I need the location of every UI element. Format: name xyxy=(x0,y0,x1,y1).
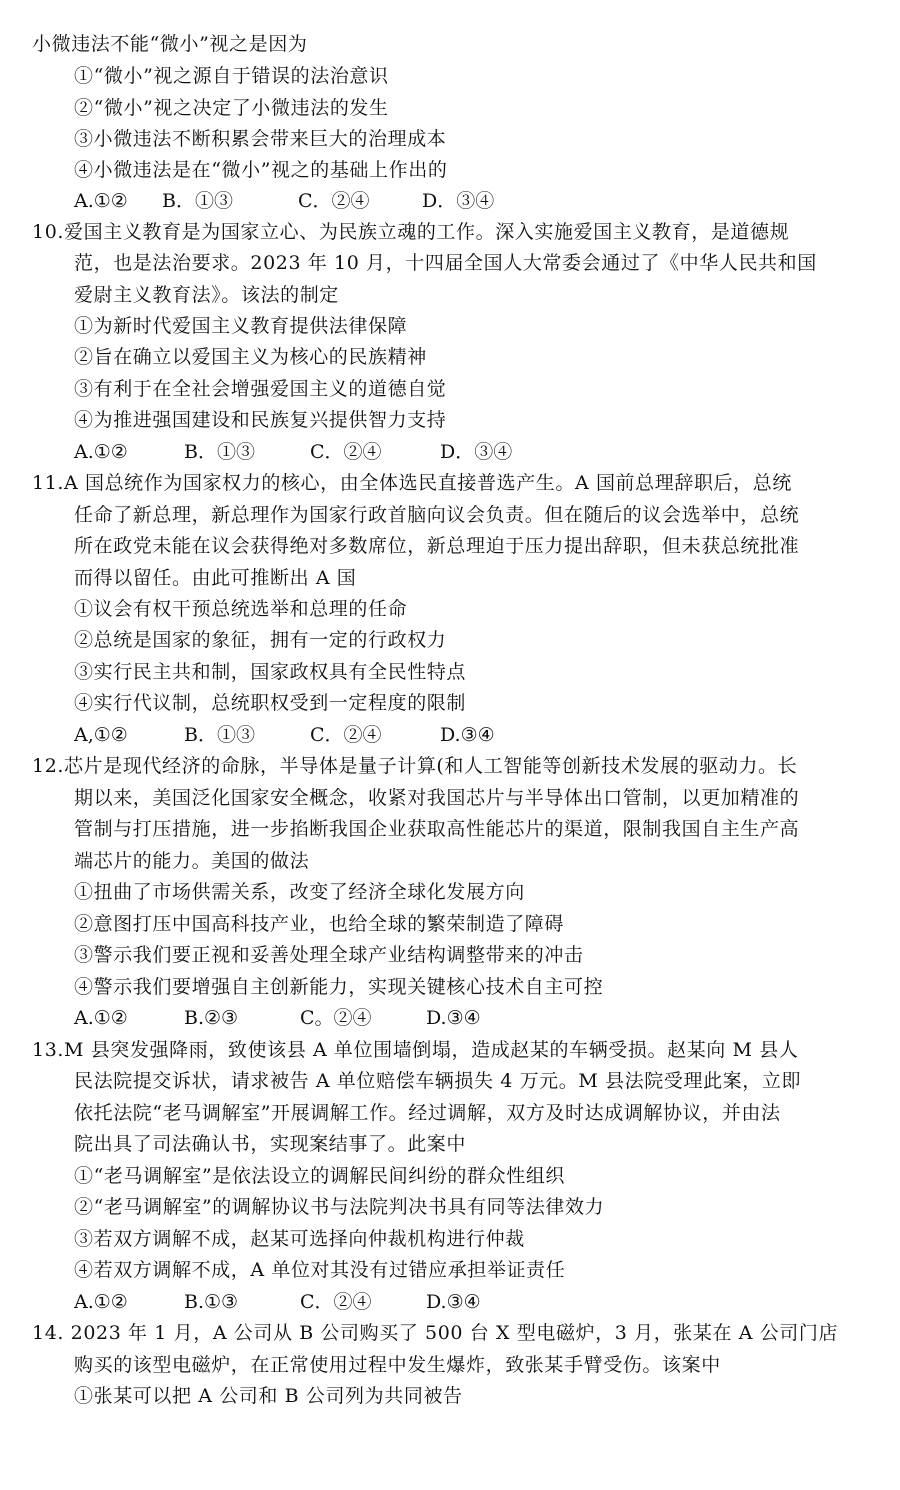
q14-stem-line-2: 购买的该型电磁炉，在正常使用过程中发生爆炸，致张某手臂受伤。该案中 xyxy=(74,1354,721,1376)
q10-option-4: ④为推进强国建设和民族复兴提供智力支持 xyxy=(74,409,447,431)
q9-option-1: ①“微小”视之源自于错误的法治意识 xyxy=(74,65,389,87)
q10-stem-line-3: 爱尉主义教育法》。该法的制定 xyxy=(74,284,339,306)
q11-choice-d: D.③④ xyxy=(440,724,495,746)
q12-stem-line-1: 12.芯片是现代经济的命脉，半导体是量子计算(和人工智能等创新技术发展的驱动力。长 xyxy=(32,755,798,777)
q12-stem-line-2: 期以来，美国泛化国家安全概念，收紧对我国芯片与半导体出口管制，以更加精准的 xyxy=(74,787,800,809)
q12-option-4: ④警示我们要增强自主创新能力，实现关键核心技术自主可控 xyxy=(74,976,604,998)
q10-choice-a: A.①② xyxy=(74,441,128,463)
q11-option-3: ③实行民主共和制，国家政权具有全民性特点 xyxy=(74,661,467,683)
q9-choice-c: C．②④ xyxy=(298,190,370,212)
q10-option-1: ①为新时代爱国主义教育提供法律保障 xyxy=(74,315,408,337)
q14-option-1: ①张某可以把 A 公司和 B 公司列为共同被告 xyxy=(74,1385,463,1407)
q10-choice-c: C．②④ xyxy=(310,441,382,463)
q11-stem-line-3: 所在政党未能在议会获得绝对多数席位，新总理迫于压力提出辞职，但未获总统批准 xyxy=(74,535,800,557)
q9-choice-d: D．③④ xyxy=(422,190,495,212)
q9-option-3: ③小微违法不断积累会带来巨大的治理成本 xyxy=(74,128,447,150)
q9-stem: 小微违法不能“微小”视之是因为 xyxy=(32,33,308,55)
q10-choice-d: D．③④ xyxy=(440,441,513,463)
q10-choice-b: B．①③ xyxy=(184,441,255,463)
q10-stem-line-2: 范，也是法治要求。2023 年 10 月，十四届全国人大常委会通过了《中华人民共和国 xyxy=(74,252,817,274)
q14-stem-line-1: 14. 2023 年 1 月，A 公司从 B 公司购买了 500 台 X 型电磁炉，3 月，张某在 A 公司门店 xyxy=(32,1322,839,1344)
q10-option-2: ②旨在确立以爱国主义为核心的民族精神 xyxy=(74,346,427,368)
q12-stem-line-3: 管制与打压措施，进一步掐断我国企业获取高性能芯片的渠道，限制我国自主生产高 xyxy=(74,818,800,840)
q11-choice-a: A,①② xyxy=(74,724,128,746)
q9-choice-b: B．①③ xyxy=(162,190,233,212)
q12-option-2: ②意图打压中国高科技产业，也给全球的繁荣制造了障碍 xyxy=(74,913,565,935)
q12-stem-line-4: 端芯片的能力。美国的做法 xyxy=(74,850,310,872)
q11-choice-b: B．①③ xyxy=(184,724,255,746)
q13-choice-a: A.①② xyxy=(74,1291,128,1313)
q12-option-1: ①扭曲了市场供需关系，改变了经济全球化发展方向 xyxy=(74,881,525,903)
q13-option-3: ③若双方调解不成，赵某可选择向仲裁机构进行仲裁 xyxy=(74,1228,525,1250)
q13-choice-d: D.③④ xyxy=(426,1291,481,1313)
q10-stem-line-1: 10.爱国主义教育是为国家立心、为民族立魂的工作。深入实施爱国主义教育，是道德规 xyxy=(32,221,790,243)
q11-option-1: ①议会有权干预总统选举和总理的任命 xyxy=(74,598,408,620)
q13-stem-line-4: 院出具了司法确认书，实现案结事了。此案中 xyxy=(74,1133,467,1155)
q12-option-3: ③警示我们要正视和妥善处理全球产业结构调整带来的冲击 xyxy=(74,944,584,966)
q13-option-2: ②“老马调解室”的调解协议书与法院判决书具有同等法律效力 xyxy=(74,1196,605,1218)
q11-stem-line-2: 任命了新总理，新总理作为国家行政首脑向议会负责。但在随后的议会选举中，总统 xyxy=(74,504,800,526)
q11-option-2: ②总统是国家的象征，拥有一定的行政权力 xyxy=(74,629,447,651)
q9-option-4: ④小微违法是在“微小”视之的基础上作出的 xyxy=(74,159,448,181)
q13-choice-c: C．②④ xyxy=(300,1291,372,1313)
q10-option-3: ③有利于在全社会增强爱国主义的道德自觉 xyxy=(74,378,447,400)
q9-choice-a: A.①② xyxy=(74,190,128,212)
q13-stem-line-2: 民法院提交诉状，请求被告 A 单位赔偿车辆损失 4 万元。M 县法院受理此案，立即 xyxy=(74,1070,802,1092)
q13-option-4: ④若双方调解不成，A 单位对其没有过错应承担举证责任 xyxy=(74,1259,566,1281)
q9-option-2: ②“微小”视之决定了小微违法的发生 xyxy=(74,97,389,119)
q11-option-4: ④实行代议制，总统职权受到一定程度的限制 xyxy=(74,692,467,714)
q11-stem-line-4: 而得以留任。由此可推断出 A 国 xyxy=(74,567,357,589)
q13-choice-b: B.①③ xyxy=(184,1291,239,1313)
q13-stem-line-3: 依托法院“老马调解室”开展调解工作。经过调解，双方及时达成调解协议，并由法 xyxy=(74,1102,781,1124)
q13-option-1: ①“老马调解室”是依法设立的调解民间纠纷的群众性组织 xyxy=(74,1165,566,1187)
q11-choice-c: C．②④ xyxy=(310,724,382,746)
q11-stem-line-1: 11.A 国总统作为国家权力的核心，由全体选民直接普选产生。A 国前总理辞职后，总统 xyxy=(32,472,792,494)
q12-choice-a: A.①② xyxy=(74,1007,128,1029)
q12-choice-b: B.②③ xyxy=(184,1007,239,1029)
q12-choice-c: C。②④ xyxy=(300,1007,372,1029)
q13-stem-line-1: 13.M 县突发强降雨，致使该县 A 单位围墙倒塌，造成赵某的车辆受损。赵某向 M 县人 xyxy=(32,1039,799,1061)
q12-choice-d: D.③④ xyxy=(426,1007,481,1029)
